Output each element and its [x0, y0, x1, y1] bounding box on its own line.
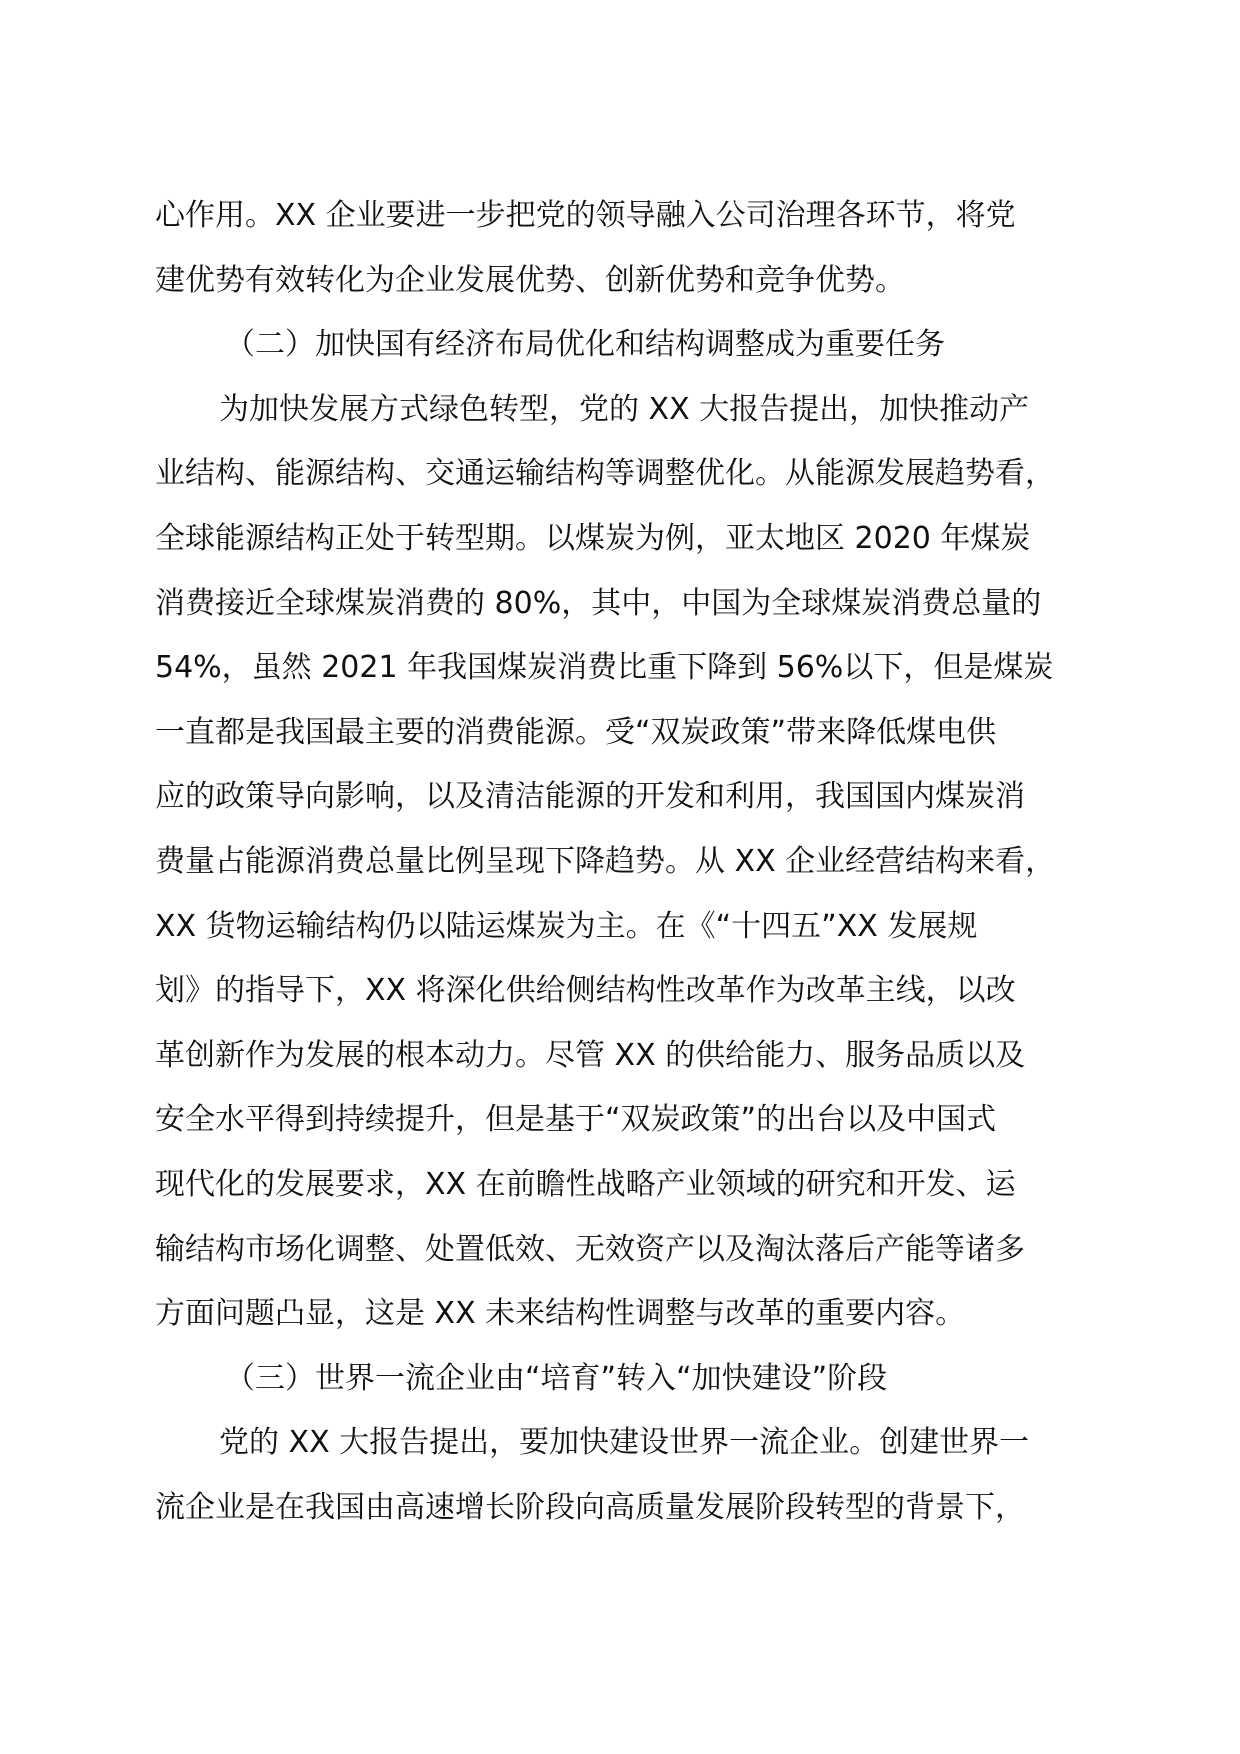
text-line: 全球能源结构正处于转型期。以煤炭为例，亚太地区 2020 年煤炭 — [155, 520, 1031, 556]
text-line: 费量占能源消费总量比例呈现下降趋势。从 XX 企业经营结构来看， — [155, 843, 1056, 879]
text-line: 心作用。XX 企业要进一步把党的领导融入公司治理各环节，将党 — [155, 198, 1016, 233]
text-line: 输结构市场化调整、处置低效、无效资产以及淘汰落后产能等诸多 — [155, 1231, 1025, 1267]
text-line: 方面问题凸显，这是 XX 未来结构性调整与改革的重要内容。 — [155, 1296, 966, 1332]
paragraph-start: 为加快发展方式绿色转型，党的 XX 大报告提出，加快推动产 — [219, 391, 1030, 427]
text-line: 革创新作为发展的根本动力。尽管 XX 的供给能力、服务品质以及 — [155, 1037, 1026, 1073]
text-line: 业结构、能源结构、交通运输结构等调整优化。从能源发展趋势看， — [155, 456, 1055, 492]
section-heading-3: （三）世界一流企业由“培育”转入“加快建设”阶段 — [225, 1360, 888, 1396]
text-line: 建优势有效转化为企业发展优势、创新优势和竞争优势。 — [155, 262, 905, 298]
paragraph-start: 党的 XX 大报告提出，要加快建设世界一流企业。创建世界一 — [219, 1425, 1030, 1461]
text-line: 应的政策导向影响，以及清洁能源的开发和利用，我国国内煤炭消 — [155, 779, 1025, 815]
section-heading-2: （二）加快国有经济布局优化和结构调整成为重要任务 — [225, 327, 945, 363]
text-line: 安全水平得到持续提升，但是基于“双炭政策”的出台以及中国式 — [155, 1102, 997, 1138]
text-line: 现代化的发展要求，XX 在前瞻性战略产业领域的研究和开发、运 — [155, 1166, 1016, 1202]
text-line: 流企业是在我国由高速增长阶段向高质量发展阶段转型的背景下， — [155, 1489, 1025, 1525]
document-body — [155, 184, 1085, 1540]
text-line: 消费接近全球煤炭消费的 80%，其中，中国为全球煤炭消费总量的 — [155, 585, 1042, 621]
text-line: XX 货物运输结构仍以陆运煤炭为主。在《“十四五”XX 发展规 — [155, 908, 978, 944]
text-line: 54%，虽然 2021 年我国煤炭消费比重下降到 56%以下，但是煤炭 — [155, 650, 1054, 686]
text-line: 划》的指导下，XX 将深化供给侧结构性改革作为改革主线，以改 — [155, 973, 1016, 1009]
text-line: 一直都是我国最主要的消费能源。受“双炭政策”带来降低煤电供 — [155, 714, 997, 750]
